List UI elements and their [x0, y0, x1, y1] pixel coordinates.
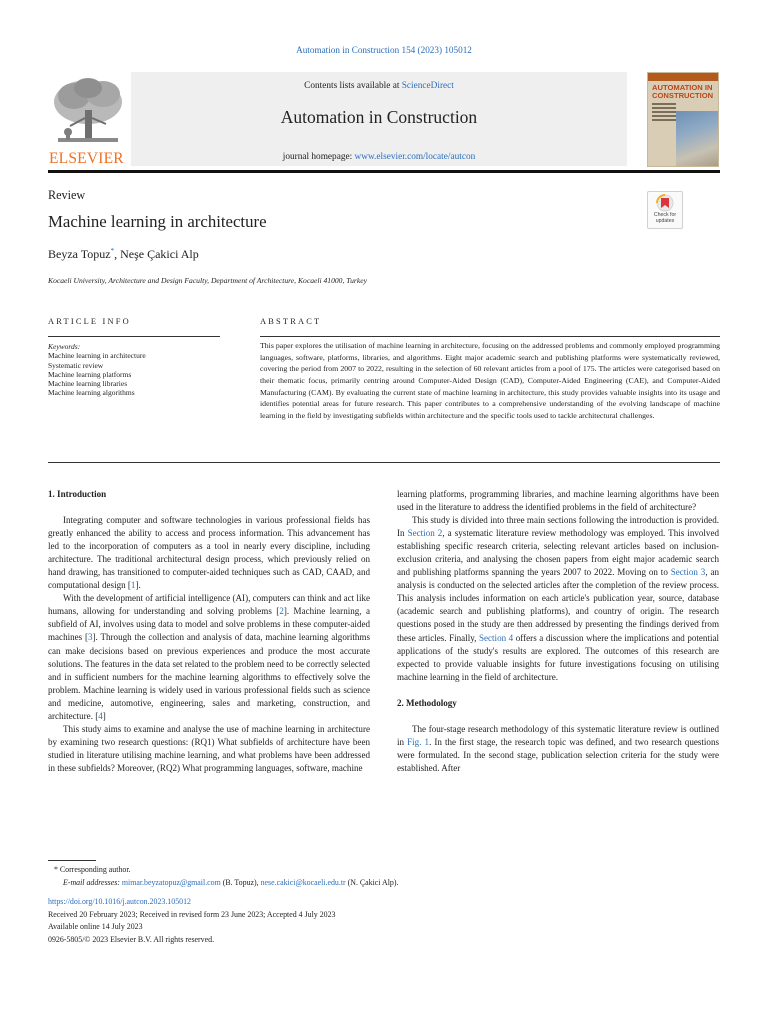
author-separator: ,	[114, 247, 121, 261]
cover-title: AUTOMATION IN CONSTRUCTION	[652, 83, 714, 100]
intro-paragraph: This study aims to examine and analyse the use of machine learning in architecture by examining two research questions: (RQ1) What subfields of architecture have been studied in literature utilising machine learning, and what problems have been addressed in these subfields? Moreover, (RQ2) What programming languages, software, machine	[48, 723, 370, 773]
abstract-text: This paper explores the utilisation of machine learning in architecture, focusing on the addressed problems and commonly employed programming languages, software, platforms, libraries, and algorithms. Eight major academic search and publishing platforms were systematically reviewed, covering the period from 2007 to 2022, resulting in the selection of 60 relevant articles from a pool of 175. The articles were categorised based on their thematic focus, primarily centring around Computer-Aided Design (CAD), Computer-Aided Engineering (CAE), and Computer-Aided Manufacturing (CAM). By evaluating the current state of machine learning in architecture, this study provides valuable insights into its usage and identifies potential areas for future research. This paper contributes to a comprehensive understanding of the evolving landscape of machine learning in the field by investigating subfields within architecture and the specific tools used to tackle architectural challenges.	[260, 341, 720, 420]
author-name[interactable]: Beyza Topuz	[48, 247, 111, 261]
paragraph-text: The four-stage research methodology of this systematic literature review is outlined in	[397, 723, 719, 747]
paragraph-text: , an analysis is conducted on the selected articles after the completion of the review process. This analysis includes information on each article's publication year, source, database (academic search and publishing platforms), and country of origin. The research questions posed in the study are then addressed by presenting the findings derived from these articles. Finally,	[397, 567, 720, 643]
section-link[interactable]: Section 4	[478, 632, 514, 643]
reference-link[interactable]: 4	[98, 710, 103, 721]
email-label: E-mail addresses:	[63, 877, 122, 887]
paragraph-text: offers a discussion where the implications and potential applications of the study's results are explored. The outcomes of this research are expected to provide valuable insights for future investigations focusing on utilising machine learning in the field of architecture.	[397, 632, 719, 682]
email-owner: (B. Topuz),	[220, 877, 261, 887]
paragraph-text: ]. Through the collection and analysis of data, machine learning algorithms can make decisions based on previous experiences and produce the most accurate solutions. The features in the data set related to the problem need to be correctly selected and in sufficient numbers for the machine learning algorithms to effectively solve the problem. Machine learning is widely used in various professional fields such as science and medicine, automotive, engineering, sales and marketing, construction, and architecture. [	[48, 632, 370, 721]
email-line	[48, 877, 720, 890]
paragraph-text: Integrating computer and software technologies in various professional fields has greatly enhanced the ability to access and process information. This advancement has led to the incorporation of computers as a tool in nearly every discipline, including architecture. The traditional architectural design process, which previously relied on hand drawing, has transitioned to computer-aided techniques such as CAD, CAAD, and computational design [	[48, 515, 370, 591]
email-link[interactable]: nese.cakici@kocaeli.edu.tr	[260, 877, 346, 887]
journal-title: Automation in Construction	[280, 107, 478, 127]
abstract-heading: ABSTRACT	[260, 317, 322, 326]
check-updates-label: Check for updates	[653, 212, 677, 224]
intro-paragraph	[48, 592, 370, 722]
body-left-column	[48, 488, 370, 775]
paragraph-text: With the development of artificial intelligence (AI), computers can think and act like humans, allowing for understanding and solving problems [	[48, 593, 370, 617]
abstract-divider	[48, 462, 720, 463]
paragraph-text: ]. Machine learning, a subfield of AI, involves using data to model and solve problems in these computer-aided machines [	[48, 606, 370, 643]
check-for-updates-button[interactable]	[647, 191, 683, 229]
reference-link[interactable]: 1	[130, 580, 136, 591]
keyword-item: Machine learning algorithms	[48, 388, 135, 398]
keyword-item: Machine learning in architecture	[48, 351, 146, 361]
available-online-date: Available online 14 July 2023	[48, 922, 143, 932]
header-divider	[48, 170, 720, 173]
abstract-rule	[260, 336, 720, 337]
article-info-heading: ARTICLE INFO	[48, 317, 131, 326]
journal-homepage-link[interactable]: www.elsevier.com/locate/autcon	[354, 152, 476, 162]
journal-cover-image[interactable]	[647, 72, 719, 167]
homepage-line	[131, 152, 627, 162]
cover-text-lines	[652, 103, 676, 123]
body-right-column	[397, 488, 719, 775]
elsevier-wordmark: ELSEVIER	[49, 150, 124, 167]
keyword-item: Machine learning platforms	[48, 369, 132, 379]
doi-link[interactable]: https://doi.org/10.1016/j.autcon.2023.105012	[48, 897, 191, 907]
corresponding-author-mark[interactable]: *	[110, 247, 115, 255]
journal-citation-link[interactable]: Automation in Construction 154 (2023) 105012	[296, 45, 472, 55]
keyword-item: Systematic review	[48, 360, 104, 370]
author-affiliation: Kocaeli University, Architecture and Design Faculty, Department of Architecture, Kocaeli 41000, Turkey	[48, 276, 367, 285]
journal-banner	[131, 72, 627, 166]
received-dates: Received 20 February 2023; Received in revised form 23 June 2023; Accepted 4 July 2023	[48, 909, 336, 919]
contents-prefix: Contents lists available at	[304, 81, 402, 91]
email-link[interactable]: mimar.beyzatopuz@gmail.com	[121, 877, 221, 887]
section-link[interactable]: Section 2	[407, 528, 443, 539]
paragraph-text: This study is divided into three main sections following the introduction is provided. In	[397, 515, 719, 539]
corresponding-author-note: * Corresponding author.	[54, 865, 131, 874]
footnotes	[48, 864, 720, 947]
introduction-heading: 1. Introduction	[48, 489, 107, 499]
footnote-rule	[48, 860, 96, 861]
methodology-heading: 2. Methodology	[397, 697, 457, 708]
paragraph-text: . In the first stage, the research topic was defined, and two research questions were formulated. In the second stage, publication selection criteria for the study were established. After	[397, 736, 719, 773]
elsevier-logo[interactable]	[48, 74, 128, 168]
check-updates-icon	[648, 192, 682, 212]
paragraph-text: ].	[135, 580, 141, 591]
author-name[interactable]: Neşe Çakici Alp	[120, 247, 199, 261]
reference-link[interactable]: 3	[88, 632, 93, 643]
article-type: Review	[48, 188, 86, 202]
intro-paragraph	[397, 514, 719, 684]
homepage-prefix: journal homepage:	[282, 152, 355, 162]
reference-link[interactable]: 2	[279, 606, 284, 617]
contents-line	[131, 81, 627, 91]
sciencedirect-link[interactable]: ScienceDirect	[401, 81, 454, 91]
intro-paragraph: learning platforms, programming libraries, and machine learning algorithms have been used in the literature to address the identified problems in the field of architecture?	[397, 489, 719, 513]
keyword-item: Machine learning libraries	[48, 379, 128, 389]
methodology-paragraph	[397, 723, 719, 775]
article-info-rule	[48, 336, 220, 337]
author-list	[48, 247, 199, 262]
article-title: Machine learning in architecture	[48, 212, 267, 231]
intro-paragraph	[48, 514, 370, 592]
paragraph-text: ]	[102, 710, 106, 721]
keywords-label: Keywords:	[48, 342, 81, 351]
email-owner: (N. Çakici Alp).	[345, 877, 399, 887]
tree-logo-icon	[48, 74, 128, 150]
cover-photo	[676, 111, 719, 167]
section-link[interactable]: Section 3	[670, 567, 706, 578]
copyright-line: 0926-5805/© 2023 Elsevier B.V. All rights reserved.	[48, 934, 215, 944]
figure-link[interactable]: Fig. 1	[407, 736, 430, 747]
cover-top-band	[648, 73, 719, 81]
paragraph-text: , a systematic literature review methodology was employed. This involved establishing specific research criteria, selecting relevant articles based on inclusion-exclusion criteria, and analysing the chosen papers from eight major academic search and publishing platforms spanning the years 2007 to 2022. Moving on to	[397, 528, 719, 578]
keywords-block	[48, 342, 220, 398]
